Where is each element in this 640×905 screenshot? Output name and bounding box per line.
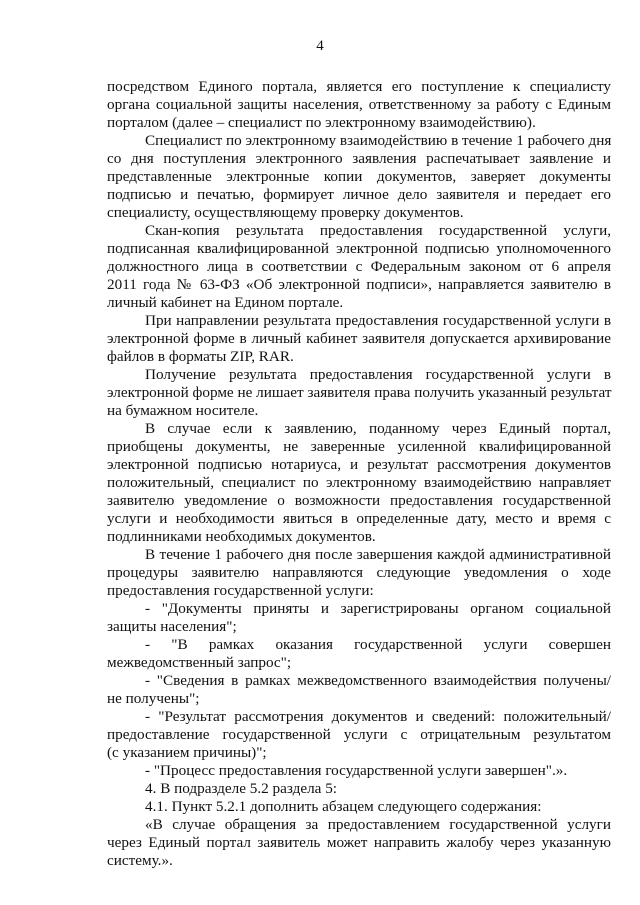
text-line: органа социальной защиты населения, ответственному за работу с Единым: [107, 96, 611, 113]
text-line: электронной форме в личный кабинет заявителя допускается архивирование: [107, 330, 611, 347]
text-line: В течение 1 рабочего дня после завершения каждой административной: [145, 546, 611, 563]
text-line: - "В рамках оказания государственной услуги совершен: [145, 636, 611, 653]
text-line: личный кабинет на Едином портале.: [107, 294, 344, 311]
text-line: положительный, специалист по электронному взаимодействию направляет: [107, 474, 611, 491]
text-line: 4. В подразделе 5.2 раздела 5:: [145, 780, 338, 797]
text-line: Скан-копия результата предоставления государственной услуги,: [145, 222, 611, 239]
text-line: посредством Единого портала, является его поступление к специалисту: [107, 78, 611, 95]
text-line: должностного лица в соответствии с Федеральным законом от 6 апреля: [107, 258, 611, 275]
text-line: 4.1. Пункт 5.2.1 дополнить абзацем следующего содержания:: [145, 798, 542, 815]
text-line: приобщены документы, не заверенные усиленной квалифицированной: [107, 438, 611, 455]
text-line: не получены";: [107, 690, 200, 707]
text-line: предоставление государственной услуги с отрицательным результатом: [107, 726, 611, 743]
text-line: В случае если к заявлению, поданному через Единый портал,: [145, 420, 611, 437]
text-line: подписанная квалифицированной электронной подписью уполномоченного: [107, 240, 611, 257]
text-line: защиты населения";: [107, 618, 237, 635]
text-line: электронной форме не лишает заявителя права получить указанный результат: [107, 384, 612, 401]
text-line: файлов в форматы ZIP, RAR.: [107, 348, 294, 365]
text-line: предоставления государственной услуги:: [107, 582, 374, 599]
text-line: через Единый портал заявитель может направить жалобу через указанную: [107, 834, 611, 851]
text-line: (с указанием причины)";: [107, 744, 267, 761]
text-line: со дня поступления электронного заявления распечатывает заявление и: [107, 150, 611, 167]
text-line: - "Процесс предоставления государственной услуги завершен".».: [145, 762, 568, 779]
text-line: систему.».: [107, 852, 173, 869]
text-line: При направлении результата предоставления государственной услуги в: [145, 312, 611, 329]
text-line: услуги и необходимости явиться в определенные дату, место и время с: [107, 510, 611, 527]
text-line: - "Результат рассмотрения документов и сведений: положительный/: [145, 708, 611, 725]
page-number: 4: [316, 38, 324, 54]
text-line: подлинниками необходимых документов.: [107, 528, 376, 545]
text-line: Получение результата предоставления государственной услуги в: [145, 366, 611, 383]
text-line: подписью и печатью, формирует личное дело заявителя и передает его: [107, 186, 611, 203]
text-line: на бумажном носителе.: [107, 402, 259, 419]
text-line: электронной подписью нотариуса, и результат рассмотрения документов: [107, 456, 611, 473]
text-line: заявителю уведомление о возможности предоставления государственной: [107, 492, 611, 509]
text-line: - "Документы приняты и зарегистрированы органом социальной: [145, 600, 611, 617]
text-line: Специалист по электронному взаимодействию в течение 1 рабочего дня: [145, 132, 612, 149]
text-line: процедуры заявителю направляются следующие уведомления о ходе: [107, 564, 611, 581]
text-line: межведомственный запрос";: [107, 654, 292, 671]
text-line: порталом (далее – специалист по электронному взаимодействию).: [107, 114, 536, 131]
text-line: представленные электронные копии документов, заверяет документы: [107, 168, 611, 185]
text-line: «В случае обращения за предоставлением государственной услуги: [145, 816, 611, 833]
text-line: - "Сведения в рамках межведомственного взаимодействия получены/: [145, 672, 611, 689]
text-line: 2011 года № 63-ФЗ «Об электронной подписи», направляется заявителю в: [107, 276, 611, 293]
text-line: специалисту, осуществляющему проверку документов.: [107, 204, 464, 221]
